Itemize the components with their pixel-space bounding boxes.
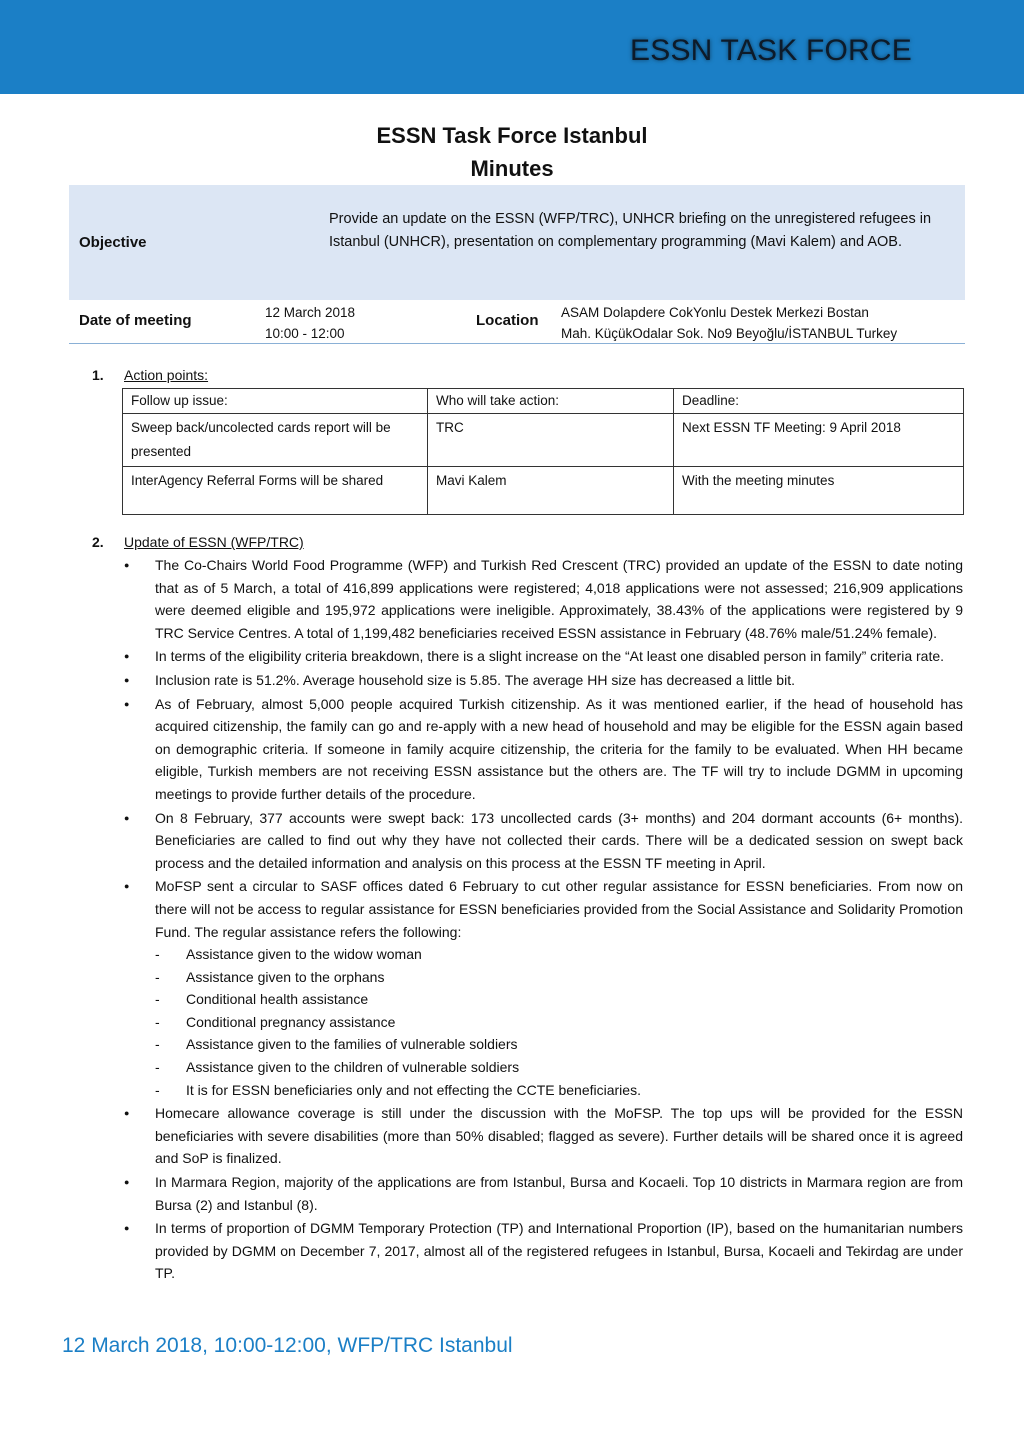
list-item: [124, 875, 963, 1101]
section-1-number: 1.: [92, 367, 104, 383]
sub-list-item: - Assistance given to the orphans: [155, 966, 963, 989]
date-label: Date of meeting: [79, 312, 192, 329]
location-line-2: Mah. KüçükOdalar Sok. No9 Beyoğlu/İSTANBUL Turkey: [561, 326, 898, 341]
meeting-info-row: [69, 301, 965, 344]
list-item: ● The Co-Chairs World Food Programme (WFP) and Turkish Red Crescent (TRC) provided an update of the ESSN to date noting that as of 5 March, a total of 416,899 applications were registered; 4,018 applications were not assessed; 216,909 applications were deemed eligible and 195,972 applications were ineligible. Approximately, 38.43% of the applications were registered by 9 TRC Service Centres. A total of 1,199,482 beneficiaries received ESSN assistance in February (48.76% male/51.24% female).: [124, 554, 963, 644]
sub-list-item: - Conditional pregnancy assistance: [155, 1011, 963, 1034]
meeting-time-value: 10:00 - 12:00: [265, 326, 345, 341]
table-header-row: [123, 389, 964, 414]
table-cell: Next ESSN TF Meeting: 9 April 2018: [674, 414, 964, 467]
list-item: ● In Marmara Region, majority of the applications are from Istanbul, Bursa and Kocaeli. Top 10 districts in Marmara region are from Bursa (2) and Istanbul (8).: [124, 1171, 963, 1216]
objective-text: Provide an update on the ESSN (WFP/TRC), UNHCR briefing on the unregistered refugees in Istanbul (UNHCR), presentation on complementary programming (Mavi Kalem) and AOB.: [329, 211, 932, 250]
table-cell: Mavi Kalem: [428, 467, 674, 515]
table-header-cell: Who will take action:: [428, 389, 674, 414]
banner-title: ESSN TASK FORCE: [630, 34, 912, 67]
section-2-title: Update of ESSN (WFP/TRC): [124, 534, 304, 550]
list-item: ● As of February, almost 5,000 people acquired Turkish citizenship. As it was mentioned earlier, if the head of household has acquired citizenship, the family can go and re-apply with a new head of household and may be eligible for the ESSN again based on demographic criteria. If someone in family acquire citizenship, the criteria for the family to be evaluated. When HH became eligible, Turkish members are not receiving ESSN assistance but the others are. The TF will try to include DGMM in upcoming meetings to provide further details of the procedure.: [124, 693, 963, 806]
sub-list-item: - It is for ESSN beneficiaries only and not effecting the CCTE beneficiaries.: [155, 1079, 963, 1102]
list-item: ● Inclusion rate is 51.2%. Average household size is 5.85. The average HH size has decreased a little bit.: [124, 669, 963, 692]
list-item: ● Homecare allowance coverage is still under the discussion with the MoFSP. The top ups will be provided for the ESSN beneficiaries with severe disabilities (more than 50% disabled; flagged as severe). Further details will be shared once it is agreed and SoP is finalized.: [124, 1102, 963, 1170]
table-cell: TRC: [428, 414, 674, 467]
table-cell: InterAgency Referral Forms will be shared: [123, 467, 428, 515]
table-header-cell: Deadline:: [674, 389, 964, 414]
table-row: [123, 414, 964, 467]
document-subtitle: Minutes: [470, 156, 554, 181]
list-item: ● In terms of the eligibility criteria breakdown, there is a slight increase on the “At least one disabled person in family” criteria rate.: [124, 645, 963, 668]
document-title: ESSN Task Force Istanbul: [376, 123, 648, 148]
location-label: Location: [476, 312, 539, 329]
essn-update-list: [124, 554, 963, 1286]
section-2-heading: [92, 534, 304, 550]
meeting-date-value: 12 March 2018: [265, 305, 356, 320]
sub-list-item: - Assistance given to the children of vulnerable soldiers: [155, 1056, 963, 1079]
objective-label: Objective: [79, 234, 147, 251]
list-item-text: ● MoFSP sent a circular to SASF offices dated 6 February to cut other regular assistance for ESSN beneficiaries. From now on there will not be access to regular assistance for ESSN beneficiaries provided from the Social Assistance and Solidarity Promotion Fund. The regular assistance refers the following:: [155, 878, 963, 940]
meeting-location: [561, 302, 965, 344]
list-item: ● In terms of proportion of DGMM Temporary Protection (TP) and International Proportion (IP), based on the humanitarian numbers provided by DGMM on December 7, 2017, almost all of the registered refugees in Istanbul, Bursa, Kocaeli and Tekirdag are under TP.: [124, 1217, 963, 1285]
action-points-table: [122, 388, 964, 515]
meeting-date: [265, 302, 355, 344]
sub-list-item: - Conditional health assistance: [155, 988, 963, 1011]
sub-list-item: - Assistance given to the families of vulnerable soldiers: [155, 1033, 963, 1056]
regular-assistance-sublist: [155, 943, 963, 1101]
section-2-number: 2.: [92, 534, 104, 550]
table-row: [123, 467, 964, 515]
table-header-cell: Follow up issue:: [123, 389, 428, 414]
section-1-heading: [92, 367, 208, 383]
sub-list-item: - Assistance given to the widow woman: [155, 943, 963, 966]
page-footer: 12 March 2018, 10:00-12:00, WFP/TRC Istanbul: [62, 1334, 513, 1357]
list-item: ● On 8 February, 377 accounts were swept back: 173 uncollected cards (3+ months) and 204 dormant accounts (6+ months). Beneficiaries are called to find out why they have not collected their cards. There will be a dedicated session on swept back process and the detailed information and analysis on this process at the ESSN TF meeting in April.: [124, 807, 963, 875]
header-banner: [0, 0, 1024, 94]
table-cell: Sweep back/uncolected cards report will be presented: [123, 414, 428, 467]
location-line-1: ASAM Dolapdere CokYonlu Destek Merkezi Bostan: [561, 305, 869, 320]
table-cell: With the meeting minutes: [674, 467, 964, 515]
objective-box: [69, 185, 965, 300]
section-1-title: Action points:: [124, 367, 209, 383]
